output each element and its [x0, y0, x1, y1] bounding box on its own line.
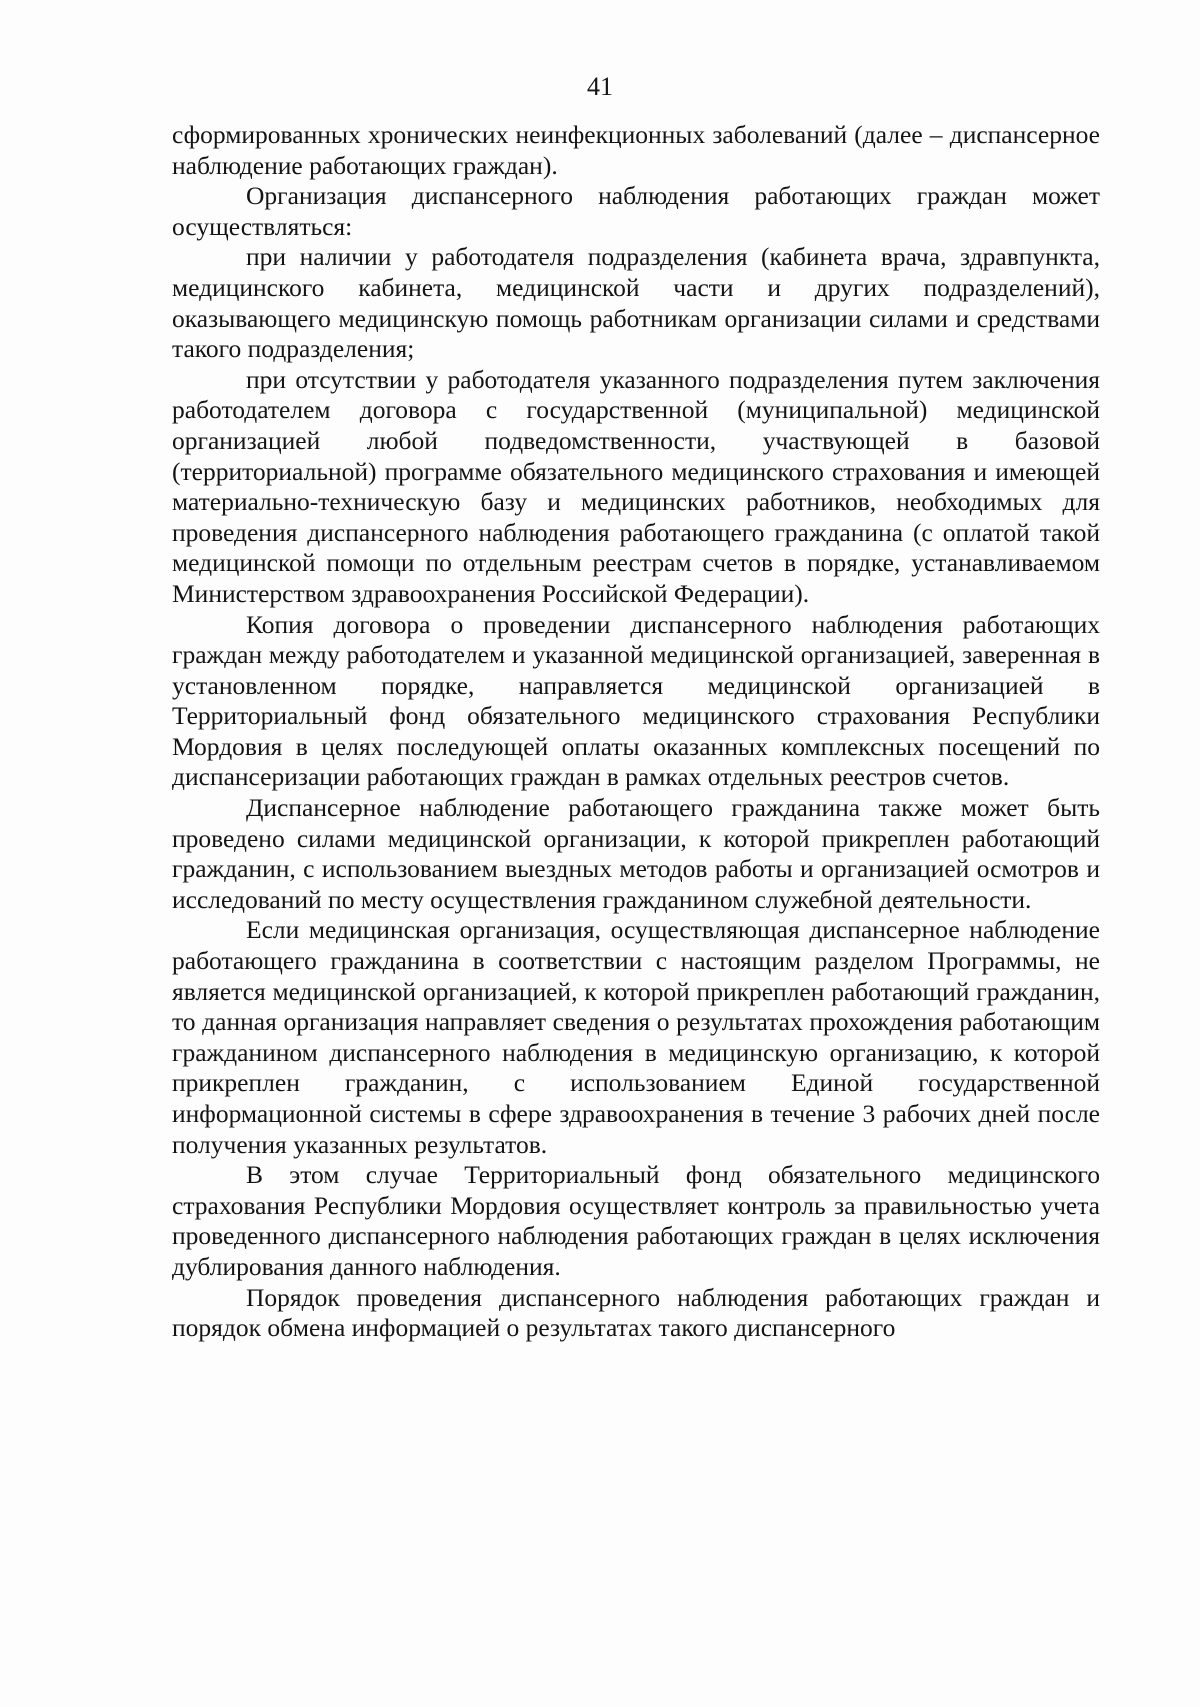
- paragraph-contract-copy: Копия договора о проведении диспансерного наблюдения работающих граждан между работодателем и указанной медицинской организацией, заверенная в установленном порядке, направляется медицинской организацией в Территориальный фонд обязательного медицинского страхования Республики Мордовия в целях последующей оплаты оказанных комплексных посещений по диспансеризации работающих граждан в рамках отдельных реестров счетов.: [172, 609, 1100, 792]
- paragraph-organization: Организация диспансерного наблюдения работающих граждан может осуществляться:: [172, 181, 1100, 241]
- page-number: 41: [587, 72, 613, 101]
- paragraph-without-subdivision: при отсутствии у работодателя указанного подразделения путем заключения работодателем договора с государственной (муниципальной) медицинской организацией любой подведомственности, участвующей в базовой (территориальной) программе обязательного медицинского страхования и имеющей материально-техническую базу и медицинских работников, необходимых для проведения диспансерного наблюдения работающего гражданина (с оплатой такой медицинской помощи по отдельным реестрам счетов в порядке, устанавливаемом Министерством здравоохранения Российской Федерации).: [172, 364, 1100, 608]
- paragraph-with-subdivision: при наличии у работодателя подразделения (кабинета врача, здравпункта, медицинского кабинета, медицинской части и других подразделений), оказывающего медицинскую помощь работникам организации силами и средствами такого подразделения;: [172, 242, 1100, 364]
- paragraph-information-exchange: Если медицинская организация, осуществляющая диспансерное наблюдение работающего гражданина в соответствии с настоящим разделом Программы, не является медицинской организацией, к которой прикреплен работающий гражданин, то данная организация направляет сведения о результатах прохождения работающим гражданином диспансерного наблюдения в медицинскую организацию, к которой прикреплен гражданин, с использованием Единой государственной информационной системы в сфере здравоохранения в течение 3 рабочих дней после получения указанных результатов.: [172, 915, 1100, 1159]
- document-body: [172, 120, 1100, 1344]
- paragraph-continuation: сформированных хронических неинфекционных заболеваний (далее – диспансерное наблюдение работающих граждан).: [172, 120, 1100, 180]
- paragraph-attached-organization: Диспансерное наблюдение работающего гражданина также может быть проведено силами медицинской организации, к которой прикреплен работающий гражданин, с использованием выездных методов работы и организацией осмотров и исследований по месту осуществления гражданином служебной деятельности.: [172, 793, 1100, 914]
- paragraph-fund-control: В этом случае Территориальный фонд обязательного медицинского страхования Республики Мордовия осуществляет контроль за правильностью учета проведенного диспансерного наблюдения работающих граждан в целях исключения дублирования данного наблюдения.: [172, 1160, 1100, 1281]
- paragraph-procedure: Порядок проведения диспансерного наблюдения работающих граждан и порядок обмена информацией о результатах такого диспансерного: [172, 1282, 1100, 1343]
